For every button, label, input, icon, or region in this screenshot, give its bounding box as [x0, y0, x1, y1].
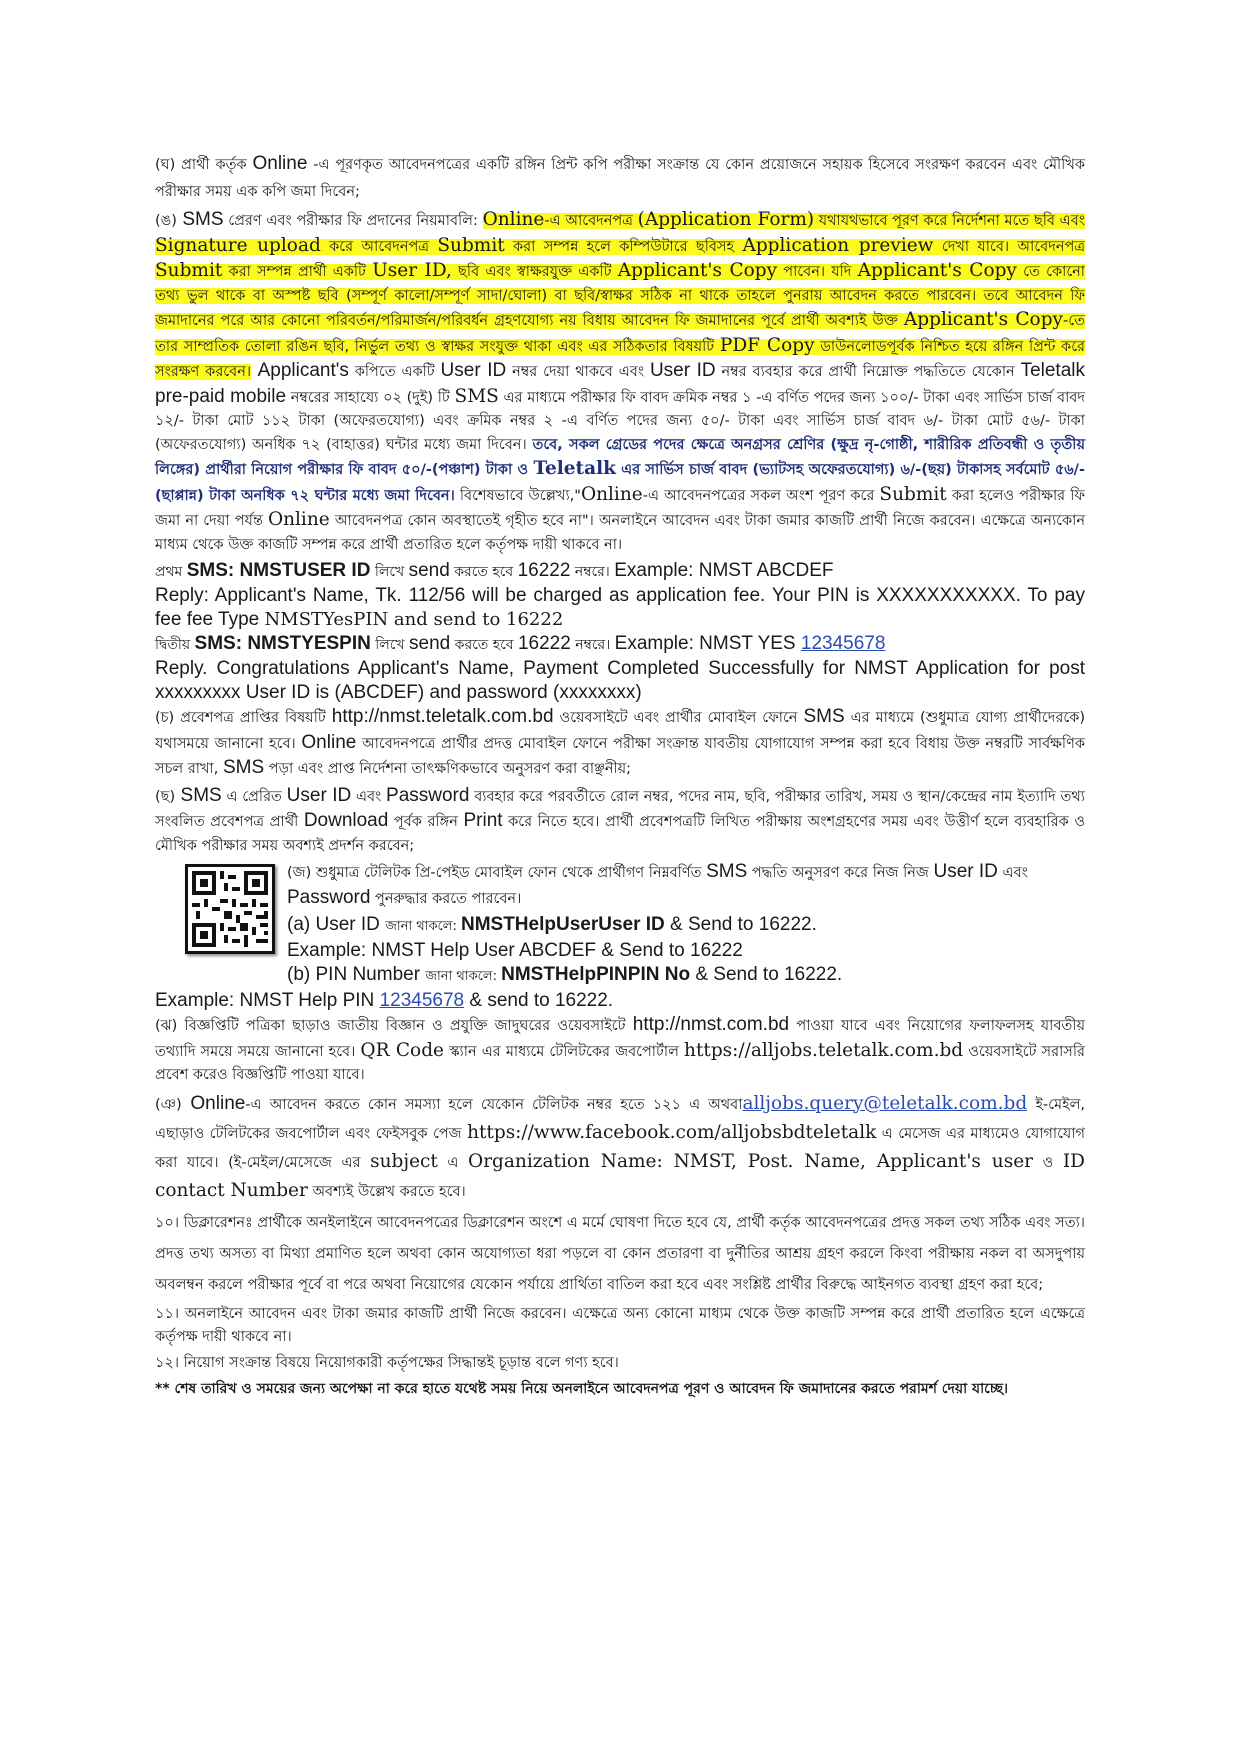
text-segment: (Application Form)	[637, 209, 815, 230]
text: অবশ্যই উল্লেখ করতে হবে।	[307, 1183, 466, 1200]
text: আবেদনপত্রে প্রার্থীর প্রদত্ত মোবাইল ফোনে পরীক্ষা সংক্রান্ত যাবতীয় যোগাযোগ সম্পন্ন করা হবে বিধায় উক্ত নম্বরটি সার্বক্ষণিক সচল রাখা,	[155, 735, 1085, 777]
example-pin-link[interactable]: 12345678	[379, 990, 465, 1011]
text: ব্যবহার করে পরবর্তীতে রোল নম্বর, পদের নাম, ছবি, পরীক্ষার তারিখ, সময় ও স্থান/কেন্দ্রের নাম ইত্যাদি তথ্য সংবলিত প্রবেশপত্র প্রার্থী	[155, 788, 1086, 830]
sms-command: SMS: NMSTUSER ID	[186, 560, 371, 581]
paragraph-10-declaration: ১০। ডিক্লারেশনঃ প্রার্থীকে অনইলাইনে আবেদনপত্রের ডিক্লারেশন অংশে এ মর্মে ঘোষণা দিতে হবে যে, প্রার্থী কর্তৃক আবেদনপত্রের প্রদত্ত সকল তথ্য সঠিক এবং সত্য। প্রদত্ত তথ্য অসত্য বা মিথ্যা প্রমাণিত হলে অথবা কোন অযোগ্যতা ধরা পড়লে বা কোন প্রতারণা বা দুর্নীতির আশ্রয় গ্রহণ করলে কিংবা পরীক্ষায় নকল বা অসদুপায় অবলম্বন করলে পরীক্ষার পূর্বে বা পরে অথবা নিয়োগের যেকোন পর্যায়ে প্রার্থিতা বাতিল করা হবে এবং সংশ্লিষ্ট প্রার্থীর বিরুদ্ধে আইনগত ব্যবস্থা গ্রহণ করা হবে;	[155, 1214, 1085, 1293]
sms-command: SMS: NMSTYESPIN	[194, 633, 371, 654]
example-text: Example: NMST ABCDEF	[614, 560, 834, 581]
text: Reply. Congratulations Applicant's Name, Payment Completed Successfully for NMST Application for post xxxxxxxxx User ID is (ABCDEF) and password (xxxxxxxx)	[155, 658, 1085, 703]
paragraph-yna-contact	[155, 1090, 1085, 1206]
text: পাওয়া যাবে এবং নিয়োগের ফলাফলসহ যাবতীয় তথ্যাদি সময়ে সময়ে জানানো হবে।	[155, 1018, 1085, 1060]
website-url: http://nmst.teletalk.com.bd	[331, 706, 554, 727]
text: QR Code	[360, 1039, 444, 1061]
text: 16222	[517, 633, 571, 654]
text-segment: Applicant's Copy	[617, 260, 778, 281]
text: subject	[370, 1150, 438, 1172]
text: পূর্বক রঙ্গিন	[388, 814, 464, 830]
text: ওয়েবসাইটে এবং প্রার্থীর মোবাইল ফোনে	[553, 710, 804, 726]
text: পড়া এবং প্রাপ্ত নির্দেশনা তাৎক্ষণিকভাবে অনুসরণ করা বাঞ্ছনীয়;	[264, 761, 632, 777]
text-segment: ছবি এবং স্বাক্ষরযুক্ত একটি	[451, 264, 618, 280]
text: SMS	[175, 784, 222, 806]
text: User ID	[933, 861, 998, 882]
list-marker: (ঙ)	[155, 213, 177, 229]
facebook-url: https://www.facebook.com/alljobsbdteletalk	[467, 1121, 877, 1143]
text-segment: SMS	[454, 385, 499, 407]
text: জানা থাকলে:	[425, 969, 502, 984]
text: এ প্রেরিত	[221, 788, 287, 805]
text: শুধুমাত্র টেলিটক প্রি-পেইড মোবাইল ফোন থেকে প্রার্থীগণ নিম্নবর্ণিত	[311, 865, 707, 881]
text: পদ্ধতি অনুসরণ করে নিজ নিজ	[747, 865, 934, 881]
recovery-option-a	[287, 913, 1085, 939]
text-segment: তে কোনো তথ্য ভুল থাকে বা অস্পষ্ট ছবি (সম্পূর্ণ কালো/সম্পূর্ণ সাদা/ঘোলা) বা ছবি/স্বাক্ষর সঠিক না থাকে তাহলে পুনরায় আবেদন করতে পারবেন। তবে আবেদন ফি জমাদানের পরে আর কোনো পরিবর্তন/পরিমার্জন/পরিবর্ধন গ্রহণযোগ্য নয় বিধায় আবেদন ফি জমাদানের পূর্বে প্রার্থী অবশ্যই উক্ত	[155, 264, 1086, 329]
text: করে নিতে হবে। প্রার্থী প্রবেশপত্রটি লিখিত পরীক্ষায় অংশগ্রহণের সময় এবং উত্তীর্ণ হলে ব্যবহারিক ও মৌখিক পরীক্ষার সময় অবশ্যই প্রদর্শন করবেন;	[155, 814, 1085, 854]
list-marker: (ঞ)	[155, 1096, 182, 1113]
text: Password	[287, 886, 371, 908]
text-segment: Submit	[437, 234, 505, 256]
support-email-link[interactable]: alljobs.query@teletalk.com.bd	[742, 1092, 1028, 1114]
text: -এ আবেদন করতে কোন সমস্যা হলে যেকোন টেলিটক নম্বর হতে ১২১ এ অথবা	[245, 1096, 743, 1113]
text-segment: নম্বরের সাহায্যে ০২ (দুই) টি	[286, 389, 455, 406]
text: ই-মেইল, এছাড়াও টেলিটকের জবপোর্টাল এবং ফেইসবুক পেজ	[155, 1096, 1085, 1142]
paragraph-gha	[155, 150, 1085, 206]
text: প্রার্থী কর্তৃক	[175, 157, 253, 173]
text-segment: তবে, সকল গ্রেডের পদের ক্ষেত্রে অনগ্রসর শ্রেণির (ক্ষুদ্র নৃ-গোষ্ঠী, শারীরিক প্রতিবন্ধী ও তৃতীয় লিঙ্গের) প্রার্থীরা নিয়োগ পরীক্ষার ফি বাবদ ৫০/-(পঞ্চাশ) টাকা ও	[155, 436, 1085, 478]
text: & Send to 16222.	[664, 914, 817, 935]
text: প্রেরণ এবং পরীক্ষার ফি প্রদানের নিয়মাবলি:	[223, 213, 483, 229]
text-segment: Submit	[879, 483, 947, 505]
text: NMSTYesPIN and send to 16222	[264, 609, 564, 630]
list-marker: (ঘ)	[155, 157, 176, 173]
text: 16222	[517, 560, 571, 581]
text-segment: করা হলেও পরীক্ষার ফি জমা না দেয়া পর্যন্ত	[155, 487, 1085, 529]
text: এ মেসেজ এর মাধ্যমেও যোগাযোগ করা যাবে। (ই-মেইল/মেসেজে এর	[155, 1125, 1085, 1171]
text-segment: Submit	[155, 260, 223, 281]
qr-code-icon	[185, 864, 275, 954]
sms-step-2	[155, 632, 1085, 657]
paragraph-jha-website	[155, 1013, 1085, 1088]
text: SMS	[176, 209, 224, 230]
text: SMS	[803, 706, 845, 727]
recovery-example-a: Example: NMST Help User ABCDEF & Send to 16222	[287, 940, 743, 961]
text-segment: এর সার্ভিস চার্জ বাবদ (ভ্যাটসহ অফেরতযোগ্য) ৬/-(ছয়) টাকাসহ সর্বমোট ৫৬/-(ছাপ্পান্ন) টাকা অনধিক ৭২ ঘন্টার মধ্যে জমা দিবেন।	[155, 462, 1085, 504]
text: দ্বিতীয়	[155, 637, 195, 653]
list-marker: (চ)	[155, 710, 175, 726]
text-segment: User ID	[649, 360, 716, 381]
text: (a) User ID	[287, 914, 386, 935]
text: এর মাধ্যমে (শুধুমাত্র যোগ্য প্রার্থীদেরকে) যথাসময়ে জানানো হবে।	[155, 710, 1085, 752]
text-segment: Applicant's Copy	[903, 309, 1063, 330]
document-page	[155, 150, 1085, 1401]
text-segment: Application preview	[742, 234, 934, 256]
list-marker: (ঝ)	[155, 1018, 178, 1034]
list-marker: (ছ)	[155, 788, 176, 805]
example-text: Example: NMST YES	[614, 633, 801, 654]
text: লিখে	[370, 564, 409, 580]
text: & send to 16222.	[464, 990, 614, 1011]
text-segment: Online	[267, 509, 330, 530]
fee-instructions	[155, 360, 1085, 553]
text: Organization Name: NMST, Post. Name, Applicant's user	[468, 1150, 1033, 1172]
text-segment: User ID	[440, 360, 507, 381]
highlighted-instructions	[155, 209, 1086, 380]
text-segment: দেখা যাবে। আবেদনপত্র	[933, 238, 1085, 255]
text-segment: User ID,	[372, 260, 452, 281]
text: SMS	[706, 861, 748, 882]
text: send	[409, 633, 451, 654]
sms-reply-2	[155, 657, 1085, 705]
sms-reply-1	[155, 584, 1085, 632]
text: করতে হবে	[449, 564, 518, 580]
text: ও	[1033, 1154, 1063, 1171]
text: Password	[386, 784, 470, 806]
text: স্ক্যান এর মাধ্যমে টেলিটকের জবপোর্টাল	[443, 1043, 685, 1060]
text: -এ পূরণকৃত আবেদনপত্রের একটি রঙ্গিন প্রিন্ট কপি পরীক্ষা সংক্রান্ত যে কোন প্রয়োজনে সহায়ক হিসেবে সংরক্ষণ করবেন এবং মৌখিক পরীক্ষার সময় এক কপি জমা দিবেন;	[155, 157, 1085, 200]
text: Print	[463, 810, 503, 831]
text-segment: Online	[580, 483, 643, 505]
text: ID contact Number	[155, 1150, 1085, 1201]
text: নম্বরে।	[570, 564, 615, 580]
text: send	[408, 560, 450, 581]
text-segment: যথাযথভাবে পূরণ করে নির্দেশনা মতে ছবি এবং	[814, 213, 1086, 229]
text-segment: করে আবেদনপত্র	[320, 238, 438, 255]
text-segment: করা সম্পন্ন হলে কম্পিউটারে ছবিসহ	[504, 238, 743, 255]
text: User ID	[286, 784, 352, 806]
text: করতে হবে	[450, 637, 518, 653]
text: এ	[437, 1154, 469, 1171]
text-segment: -তে তার সাম্প্রতিক তোলা রঙিন ছবি, নির্ভুল তথ্য ও স্বাক্ষর সংযুক্ত থাকা এবং এর সঠিকতার বিষয়টি	[155, 313, 1085, 355]
text: নম্বরে।	[570, 637, 615, 653]
text: & Send to 16222.	[690, 964, 843, 985]
text-segment: Online	[482, 209, 545, 230]
list-marker: (জ)	[287, 865, 312, 881]
text: প্রবেশপত্র প্রাপ্তির বিষয়টি	[174, 710, 332, 726]
text-segment: করা সম্পন্ন প্রার্থী একটি	[222, 264, 373, 280]
recovery-option-b	[287, 963, 1085, 989]
paragraph-ja-recovery	[155, 860, 1085, 989]
website-url: http://nmst.com.bd	[632, 1014, 790, 1035]
text: Online	[301, 731, 357, 753]
text: Online	[252, 153, 308, 174]
sms-step-1	[155, 559, 1085, 584]
paragraph-chha-download	[155, 784, 1085, 859]
paragraph-cha-admit-card	[155, 705, 1085, 782]
text-segment: PDF Copy	[719, 334, 815, 356]
paragraph-11: ১১। অনলাইনে আবেদন এবং টাকা জমার কাজটি প্রার্থী নিজে করবেন। এক্ষেত্রে অন্য কোনো মাধ্যম থেকে উক্ত কাজটি সম্পন্ন করে প্রার্থী প্রতারিত হলে এক্ষেত্রে কর্তৃপক্ষ দায়ী থাকবে না।	[155, 1305, 1085, 1345]
text: এবং	[997, 865, 1028, 881]
paragraph-12: ১২। নিয়োগ সংক্রান্ত বিষয়ে নিয়োগকারী কর্তৃপক্ষের সিদ্ধান্তই চূড়ান্ত বলে গণ্য হবে।	[155, 1354, 619, 1371]
website-url: https://alljobs.teletalk.com.bd	[684, 1039, 964, 1061]
text: এবং	[351, 788, 387, 805]
text-segment: নম্বর ব্যবহার করে প্রার্থী নিম্নোক্ত পদ্ধতিতে যেকোন	[715, 364, 1021, 380]
recovery-example-b	[155, 989, 1085, 1013]
text: জানা থাকলে:	[385, 919, 461, 934]
text-segment: -এ আবেদনপত্র	[544, 213, 638, 229]
text-segment: আবেদনপত্র কোন অবস্থাতেই গৃহীত হবে না"। অনলাইনে আবেদন এবং টাকা জমার কাজটি প্রার্থী নিজে করবেন। এক্ষেত্রে অন্যকোন মাধ্যম থেকে উক্ত কাজটি সম্পন্ন করে প্রার্থী প্রতারিত হলে কর্তৃপক্ষ দায়ী থাকবে না।	[155, 513, 1085, 553]
text: ওয়েবসাইটে সরাসরি প্রবেশ করেও বিজ্ঞপ্তিটি পাওয়া যাবে।	[155, 1043, 1086, 1083]
text: SMS	[222, 757, 265, 778]
text-segment: Applicant's Copy	[857, 260, 1017, 281]
text-segment: ডাউনলোডপূর্বক নিশ্চিত হয়ে রঙ্গিন প্রিন্ট করে সংরক্ষণ করবেন।	[155, 338, 1085, 380]
text	[287, 860, 1085, 911]
text-segment: পাবেন। যদি	[777, 264, 858, 280]
text-segment: বিশেষভাবে উল্লেখ্য,"	[454, 487, 581, 504]
text: Example: NMST Help PIN	[155, 990, 380, 1011]
text: (b) PIN Number	[287, 964, 426, 985]
text-segment: Applicant's	[251, 360, 349, 381]
text-segment: এর মাধ্যমে পরীক্ষার ফি বাবদ ক্রমিক নম্বর ১ -এ বর্ণিত পদের জন্য ১০০/- টাকা এবং সার্ভিস চার্জ বাবদ ১২/- টাকা মোট ১১২ টাকা (অফেরতযোগ্য) এবং ক্রমিক নম্বর ২ -এ বর্ণিত পদের জন্য ৫০/- টাকা এবং সার্ভিস চার্জ বাবদ ৬/- টাকা মোট ৫৬/- টাকা (অফেরতযোগ্য) অনধিক ৭২ (বাহাত্তর) ঘন্টার মধ্যে জমা দিবেন।	[155, 389, 1085, 453]
example-number-link[interactable]: 12345678	[800, 633, 886, 654]
text: লিখে	[370, 637, 410, 653]
final-note: ** শেষ তারিখ ও সময়ের জন্য অপেক্ষা না করে হাতে যথেষ্ট সময় নিয়ে অনলাইনে আবেদনপত্র পূরণ ও আবেদন ফি জমাদানের করতে পরামর্শ দেয়া যাচ্ছে।	[155, 1381, 1009, 1397]
sms-command: NMSTHelpPINPIN No	[501, 964, 691, 985]
text-segment: Teletalk	[533, 458, 616, 479]
text: বিজ্ঞপ্তিটি পত্রিকা ছাড়াও জাতীয় বিজ্ঞান ও প্রযুক্তি জাদুঘরের ওয়েবসাইটে	[177, 1018, 633, 1034]
text-segment: Signature upload	[155, 234, 321, 256]
text-segment: Teletalk pre-paid mobile	[155, 360, 1085, 407]
text: পুনরুদ্ধার করতে পারবেন।	[370, 890, 522, 907]
paragraph-umo-sms-rules	[155, 208, 1085, 557]
text: Online	[181, 1092, 246, 1114]
text-segment: -এ আবেদনপত্রের সকল অংশ পূরণ করে	[642, 487, 880, 504]
text-segment: কপিতে একটি	[348, 364, 441, 380]
text-segment: নম্বর দেয়া থাকবে এবং	[506, 364, 650, 380]
text: Reply: Applicant's Name, Tk. 112/56 will be charged as application fee. Your PIN is XXXXXXXXXXX. To pay fee fee Type	[155, 585, 1085, 630]
text: প্রথম	[155, 564, 187, 580]
sms-command: NMSTHelpUserUser ID	[460, 914, 665, 935]
text: Download	[303, 810, 389, 831]
